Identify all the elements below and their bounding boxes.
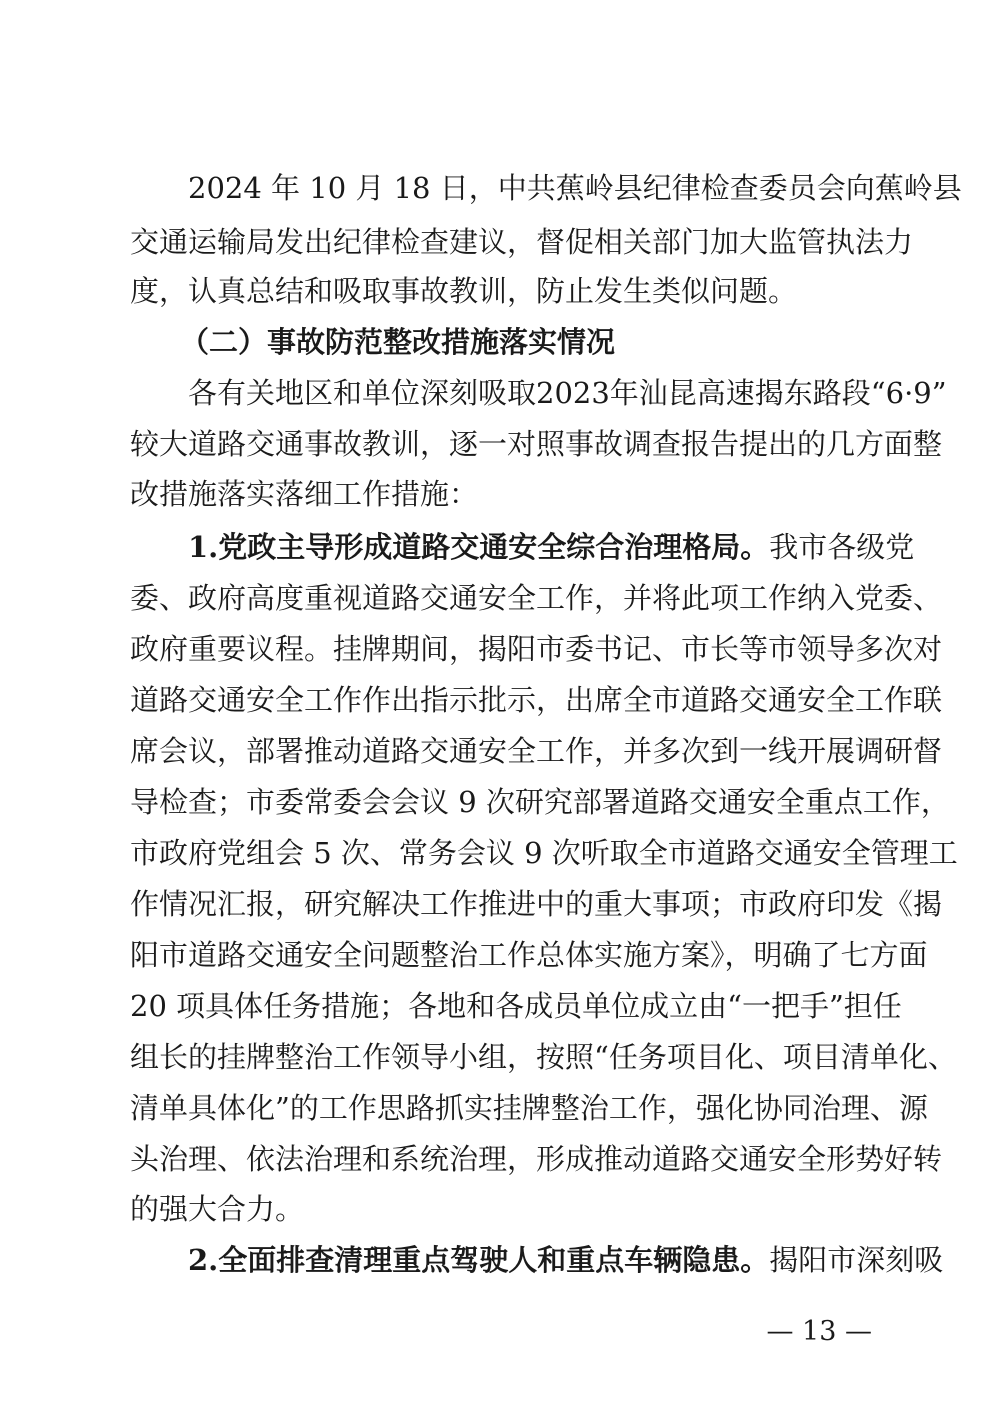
paragraph-1-line-3: 度，认真总结和吸取事故教训，防止发生类似问题。 bbox=[130, 274, 798, 308]
item-1-line-4: 道路交通安全工作作出指示批示，出席全市道路交通安全工作联 bbox=[130, 683, 943, 717]
item-1-line-7: 市政府党组会 5 次、常务会议 9 次听取全市道路交通安全管理工 bbox=[130, 836, 958, 870]
item-2-title: 2.全面排查清理重点驾驶人和重点车辆隐患。 bbox=[188, 1243, 770, 1277]
item-1-line-5: 席会议，部署推动道路交通安全工作，并多次到一线开展调研督 bbox=[130, 734, 943, 768]
item-1-line-9: 阳市道路交通安全问题整治工作总体实施方案》，明确了七方面 bbox=[130, 938, 928, 972]
paragraph-2-line-3: 改措施落实落细工作措施： bbox=[130, 477, 479, 511]
item-2-first-line bbox=[188, 1237, 944, 1283]
item-1-line-10: 20 项具体任务措施；各地和各成员单位成立由“一把手”担任 bbox=[130, 989, 902, 1023]
item-1-line-13: 头治理、依法治理和系统治理，形成推动道路交通安全形势好转 bbox=[130, 1142, 943, 1176]
item-1-line-3: 政府重要议程。挂牌期间，揭阳市委书记、市长等市领导多次对 bbox=[130, 632, 943, 666]
item-1-first-line bbox=[188, 524, 915, 570]
paragraph-1-line-2: 交通运输局发出纪律检查建议，督促相关部门加大监管执法力 bbox=[130, 225, 914, 259]
section-heading: （二）事故防范整改措施落实情况 bbox=[180, 325, 616, 359]
item-1-line-8: 作情况汇报，研究解决工作推进中的重大事项；市政府印发《揭 bbox=[130, 887, 943, 921]
item-1-first-line-rest: 我市各级党 bbox=[769, 530, 915, 564]
paragraph-1-line-1: 2024 年 10 月 18 日，中共蕉岭县纪律检查委员会向蕉岭县 bbox=[188, 171, 962, 205]
item-1-line-12: 清单具体化”的工作思路抓实挂牌整治工作，强化协同治理、源 bbox=[130, 1091, 928, 1125]
paragraph-2-line-1: 各有关地区和单位深刻吸取2023年汕昆高速揭东路段“6·9” bbox=[188, 376, 947, 410]
page-number: — 13 — bbox=[766, 1316, 872, 1347]
item-1-title: 1.党政主导形成道路交通安全综合治理格局。 bbox=[188, 530, 770, 564]
item-2-first-line-rest: 揭阳市深刻吸 bbox=[769, 1243, 944, 1277]
item-1-line-14: 的强大合力。 bbox=[130, 1192, 305, 1226]
item-1-line-6: 导检查；市委常委会会议 9 次研究部署道路交通安全重点工作， bbox=[130, 785, 950, 819]
item-1-line-11: 组长的挂牌整治工作领导小组，按照“任务项目化、项目清单化、 bbox=[130, 1040, 957, 1074]
paragraph-2-line-2: 较大道路交通事故教训，逐一对照事故调查报告提出的几方面整 bbox=[130, 427, 943, 461]
item-1-line-2: 委、政府高度重视道路交通安全工作，并将此项工作纳入党委、 bbox=[130, 581, 943, 615]
